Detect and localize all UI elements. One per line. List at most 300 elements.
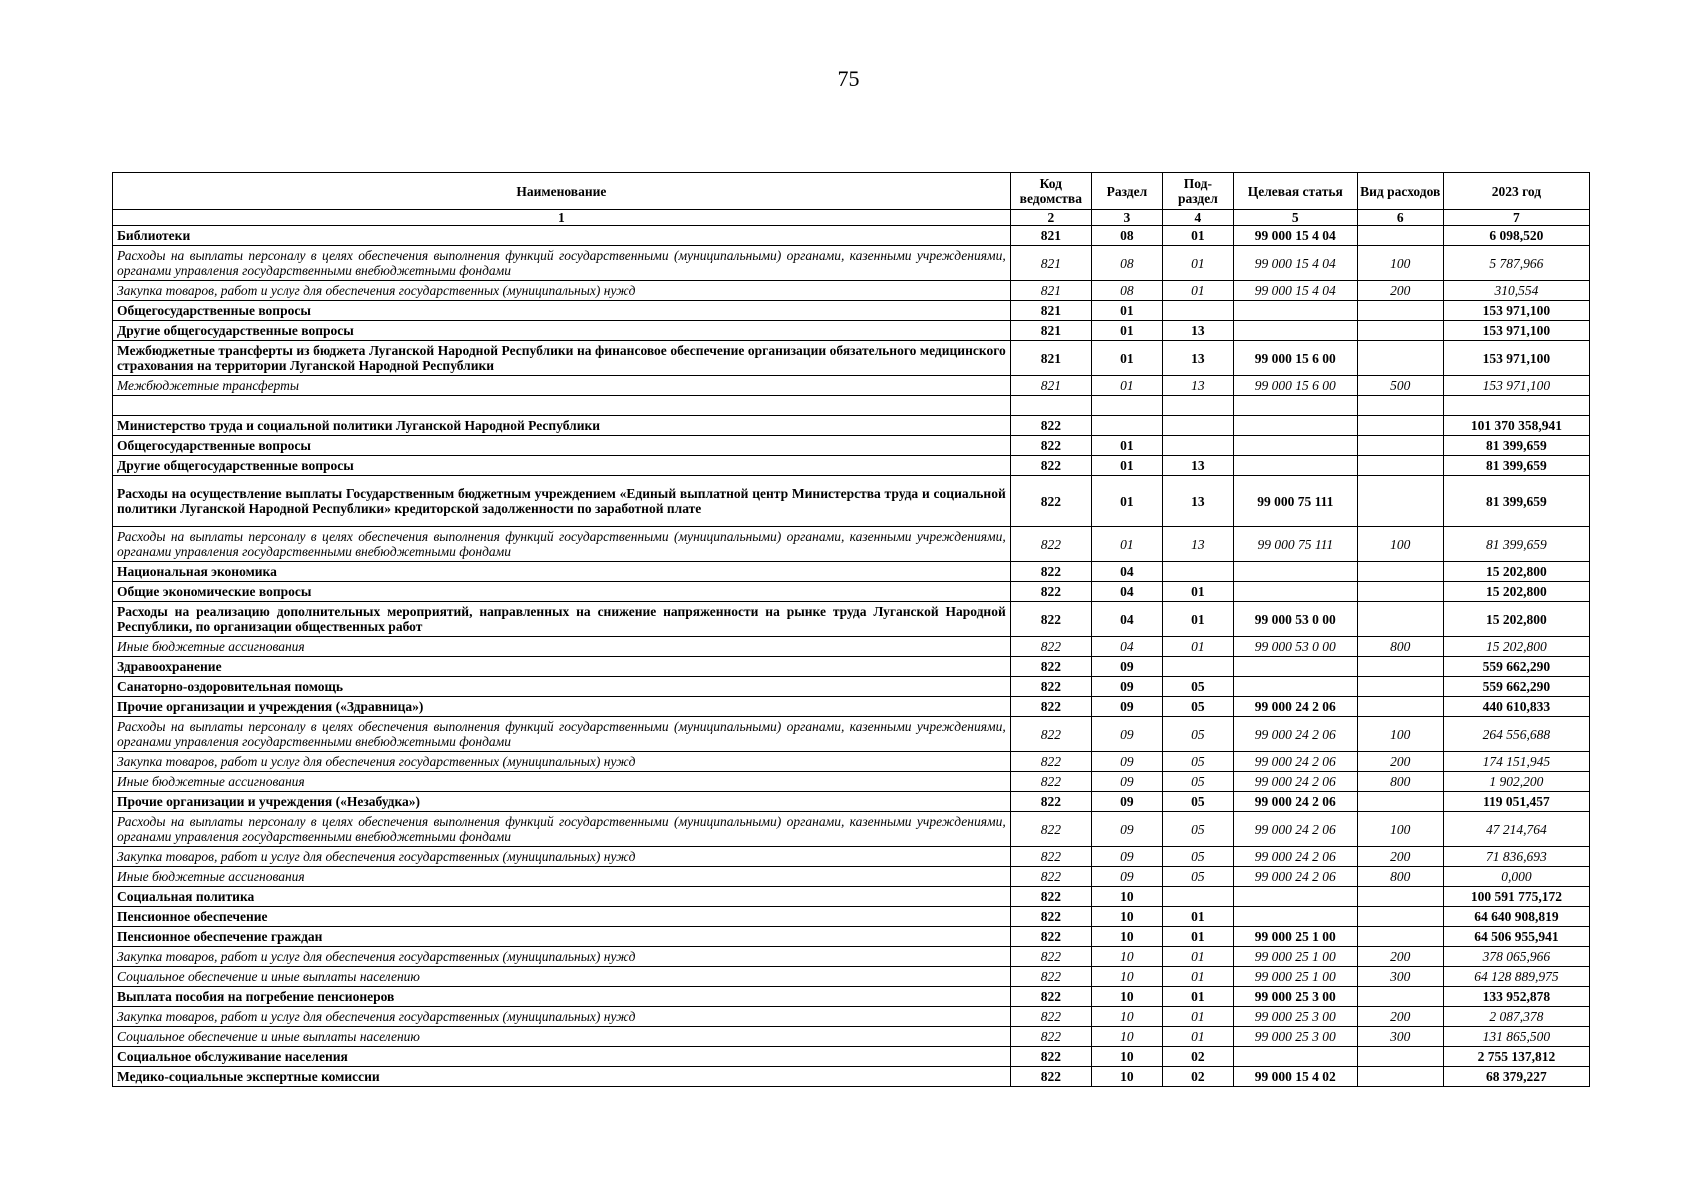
- target-article: 99 000 15 4 04: [1233, 246, 1357, 281]
- expense-type: [1357, 476, 1443, 527]
- column-number: 3: [1091, 210, 1162, 226]
- expense-type: 200: [1357, 947, 1443, 967]
- section-code: 01: [1091, 341, 1162, 376]
- row-name: Социальная политика: [113, 887, 1011, 907]
- department-code: 822: [1010, 792, 1091, 812]
- department-code: 822: [1010, 1067, 1091, 1087]
- table-row: [113, 812, 1590, 847]
- row-name: Социальное обеспечение и иные выплаты населению: [113, 1027, 1011, 1047]
- expense-type: 300: [1357, 967, 1443, 987]
- amount-2023: 6 098,520: [1443, 226, 1589, 246]
- subsection-code: 05: [1162, 867, 1233, 887]
- subsection-code: 13: [1162, 341, 1233, 376]
- department-code: 822: [1010, 987, 1091, 1007]
- amount-2023: 131 865,500: [1443, 1027, 1589, 1047]
- row-name: Общегосударственные вопросы: [113, 301, 1011, 321]
- section-code: 04: [1091, 602, 1162, 637]
- row-name: Закупка товаров, работ и услуг для обеспечения государственных (муниципальных) нужд: [113, 1007, 1011, 1027]
- expense-type: [1357, 792, 1443, 812]
- section-code: 09: [1091, 792, 1162, 812]
- target-article: 99 000 24 2 06: [1233, 867, 1357, 887]
- section-code: 09: [1091, 752, 1162, 772]
- subsection-code: 05: [1162, 792, 1233, 812]
- amount-2023: 47 214,764: [1443, 812, 1589, 847]
- subsection-code: 01: [1162, 602, 1233, 637]
- department-code: 822: [1010, 602, 1091, 637]
- amount-2023: 153 971,100: [1443, 301, 1589, 321]
- table-row: [113, 772, 1590, 792]
- target-article: 99 000 24 2 06: [1233, 847, 1357, 867]
- table-row: [113, 602, 1590, 637]
- target-article: [1233, 657, 1357, 677]
- expense-type: [1357, 602, 1443, 637]
- column-number-row: [113, 210, 1590, 226]
- target-article: [1233, 436, 1357, 456]
- department-code: 822: [1010, 812, 1091, 847]
- expense-type: [1357, 677, 1443, 697]
- target-article: [1233, 416, 1357, 436]
- table-row: [113, 657, 1590, 677]
- table-row: [113, 582, 1590, 602]
- table-row: [113, 226, 1590, 246]
- target-article: 99 000 25 3 00: [1233, 1007, 1357, 1027]
- target-article: 99 000 15 4 04: [1233, 281, 1357, 301]
- section-code: [1091, 396, 1162, 416]
- expense-type: 500: [1357, 376, 1443, 396]
- expense-type: [1357, 1067, 1443, 1087]
- table-row: [113, 1007, 1590, 1027]
- target-article: 99 000 24 2 06: [1233, 752, 1357, 772]
- target-article: 99 000 25 3 00: [1233, 987, 1357, 1007]
- department-code: 821: [1010, 226, 1091, 246]
- row-name: Расходы на выплаты персоналу в целях обеспечения выполнения функций государственными (муниципальными) органами, казенными учреждениями, органами управления государственными внебюджетными фондами: [113, 812, 1011, 847]
- expense-type: 100: [1357, 527, 1443, 562]
- subsection-code: [1162, 416, 1233, 436]
- amount-2023: 64 640 908,819: [1443, 907, 1589, 927]
- subsection-code: 13: [1162, 321, 1233, 341]
- expense-type: [1357, 907, 1443, 927]
- amount-2023: 15 202,800: [1443, 562, 1589, 582]
- target-article: [1233, 677, 1357, 697]
- expense-type: 100: [1357, 717, 1443, 752]
- section-code: 10: [1091, 907, 1162, 927]
- subsection-code: 13: [1162, 456, 1233, 476]
- subsection-code: [1162, 657, 1233, 677]
- target-article: 99 000 15 4 02: [1233, 1067, 1357, 1087]
- target-article: 99 000 15 4 04: [1233, 226, 1357, 246]
- table-row: [113, 246, 1590, 281]
- department-code: 822: [1010, 717, 1091, 752]
- header-target-article: Целевая статья: [1233, 173, 1357, 210]
- section-code: 01: [1091, 376, 1162, 396]
- row-name: Выплата пособия на погребение пенсионеров: [113, 987, 1011, 1007]
- section-code: 04: [1091, 562, 1162, 582]
- subsection-code: 01: [1162, 226, 1233, 246]
- department-code: 822: [1010, 907, 1091, 927]
- amount-2023: 68 379,227: [1443, 1067, 1589, 1087]
- subsection-code: 01: [1162, 637, 1233, 657]
- table-row: [113, 396, 1590, 416]
- subsection-code: [1162, 436, 1233, 456]
- section-code: 10: [1091, 1067, 1162, 1087]
- table-row: [113, 987, 1590, 1007]
- target-article: 99 000 53 0 00: [1233, 602, 1357, 637]
- target-article: 99 000 15 6 00: [1233, 341, 1357, 376]
- table-row: [113, 967, 1590, 987]
- amount-2023: 15 202,800: [1443, 582, 1589, 602]
- expense-type: 800: [1357, 772, 1443, 792]
- section-code: 01: [1091, 456, 1162, 476]
- expense-type: [1357, 321, 1443, 341]
- amount-2023: 2 087,378: [1443, 1007, 1589, 1027]
- amount-2023: 101 370 358,941: [1443, 416, 1589, 436]
- header-department-code: Код ведомства: [1010, 173, 1091, 210]
- row-name: Прочие организации и учреждения («Незабудка»): [113, 792, 1011, 812]
- amount-2023: 133 952,878: [1443, 987, 1589, 1007]
- table-row: [113, 792, 1590, 812]
- department-code: 822: [1010, 867, 1091, 887]
- department-code: 821: [1010, 341, 1091, 376]
- amount-2023: 264 556,688: [1443, 717, 1589, 752]
- row-name: Расходы на выплаты персоналу в целях обеспечения выполнения функций государственными (муниципальными) органами, казенными учреждениями, органами управления государственными внебюджетными фондами: [113, 527, 1011, 562]
- department-code: 822: [1010, 657, 1091, 677]
- row-name: Социальное обеспечение и иные выплаты населению: [113, 967, 1011, 987]
- expense-type: [1357, 562, 1443, 582]
- expense-type: 800: [1357, 637, 1443, 657]
- table-row: [113, 927, 1590, 947]
- section-code: 10: [1091, 987, 1162, 1007]
- amount-2023: 15 202,800: [1443, 602, 1589, 637]
- target-article: 99 000 25 1 00: [1233, 927, 1357, 947]
- column-number: 5: [1233, 210, 1357, 226]
- section-code: 10: [1091, 927, 1162, 947]
- table-row: [113, 677, 1590, 697]
- row-name: Закупка товаров, работ и услуг для обеспечения государственных (муниципальных) нужд: [113, 281, 1011, 301]
- row-name: Другие общегосударственные вопросы: [113, 321, 1011, 341]
- row-name: Национальная экономика: [113, 562, 1011, 582]
- table-row: [113, 947, 1590, 967]
- amount-2023: 81 399,659: [1443, 436, 1589, 456]
- department-code: 822: [1010, 752, 1091, 772]
- amount-2023: 378 065,966: [1443, 947, 1589, 967]
- department-code: 821: [1010, 281, 1091, 301]
- row-name: Здравоохранение: [113, 657, 1011, 677]
- department-code: 822: [1010, 772, 1091, 792]
- section-code: 04: [1091, 637, 1162, 657]
- column-number: 2: [1010, 210, 1091, 226]
- column-number: 7: [1443, 210, 1589, 226]
- expense-type: [1357, 396, 1443, 416]
- expense-type: 100: [1357, 812, 1443, 847]
- section-code: 09: [1091, 772, 1162, 792]
- page-number: 75: [837, 66, 860, 91]
- expense-type: [1357, 582, 1443, 602]
- amount-2023: 119 051,457: [1443, 792, 1589, 812]
- row-name: Санаторно-оздоровительная помощь: [113, 677, 1011, 697]
- target-article: [1233, 582, 1357, 602]
- amount-2023: [1443, 396, 1589, 416]
- section-code: 10: [1091, 967, 1162, 987]
- row-name: Иные бюджетные ассигнования: [113, 867, 1011, 887]
- row-name: Библиотеки: [113, 226, 1011, 246]
- expense-type: [1357, 887, 1443, 907]
- subsection-code: [1162, 301, 1233, 321]
- row-name: Расходы на выплаты персоналу в целях обеспечения выполнения функций государственными (муниципальными) органами, казенными учреждениями, органами управления государственными внебюджетными фондами: [113, 717, 1011, 752]
- table-row: [113, 887, 1590, 907]
- expense-type: [1357, 226, 1443, 246]
- section-code: 09: [1091, 657, 1162, 677]
- budget-table: [112, 172, 1590, 1087]
- table-row: [113, 847, 1590, 867]
- expense-type: [1357, 416, 1443, 436]
- row-name: Расходы на выплаты персоналу в целях обеспечения выполнения функций государственными (муниципальными) органами, казенными учреждениями, органами управления государственными внебюджетными фондами: [113, 246, 1011, 281]
- department-code: 822: [1010, 677, 1091, 697]
- subsection-code: 01: [1162, 907, 1233, 927]
- row-name: Закупка товаров, работ и услуг для обеспечения государственных (муниципальных) нужд: [113, 752, 1011, 772]
- row-name: Закупка товаров, работ и услуг для обеспечения государственных (муниципальных) нужд: [113, 847, 1011, 867]
- department-code: [1010, 396, 1091, 416]
- section-code: 09: [1091, 847, 1162, 867]
- department-code: 822: [1010, 637, 1091, 657]
- department-code: 822: [1010, 456, 1091, 476]
- department-code: 822: [1010, 562, 1091, 582]
- target-article: 99 000 24 2 06: [1233, 697, 1357, 717]
- row-name: Общие экономические вопросы: [113, 582, 1011, 602]
- target-article: [1233, 301, 1357, 321]
- amount-2023: 81 399,659: [1443, 476, 1589, 527]
- table-row: [113, 752, 1590, 772]
- table-row: [113, 416, 1590, 436]
- expense-type: 200: [1357, 1007, 1443, 1027]
- section-code: 09: [1091, 812, 1162, 847]
- row-name: Другие общегосударственные вопросы: [113, 456, 1011, 476]
- department-code: 821: [1010, 376, 1091, 396]
- row-name: Иные бюджетные ассигнования: [113, 637, 1011, 657]
- amount-2023: 0,000: [1443, 867, 1589, 887]
- section-code: 04: [1091, 582, 1162, 602]
- table-row: [113, 717, 1590, 752]
- subsection-code: 13: [1162, 376, 1233, 396]
- subsection-code: [1162, 562, 1233, 582]
- amount-2023: 2 755 137,812: [1443, 1047, 1589, 1067]
- department-code: 822: [1010, 697, 1091, 717]
- amount-2023: 559 662,290: [1443, 657, 1589, 677]
- table-row: [113, 527, 1590, 562]
- subsection-code: 05: [1162, 812, 1233, 847]
- column-number: 4: [1162, 210, 1233, 226]
- subsection-code: 13: [1162, 527, 1233, 562]
- expense-type: 300: [1357, 1027, 1443, 1047]
- department-code: 822: [1010, 1027, 1091, 1047]
- section-code: 08: [1091, 281, 1162, 301]
- expense-type: [1357, 301, 1443, 321]
- table-row: [113, 301, 1590, 321]
- target-article: [1233, 396, 1357, 416]
- expense-type: [1357, 456, 1443, 476]
- table-row: [113, 476, 1590, 527]
- target-article: [1233, 907, 1357, 927]
- expense-type: 800: [1357, 867, 1443, 887]
- subsection-code: 01: [1162, 927, 1233, 947]
- row-name: Социальное обслуживание населения: [113, 1047, 1011, 1067]
- table-row: [113, 697, 1590, 717]
- target-article: [1233, 562, 1357, 582]
- expense-type: [1357, 927, 1443, 947]
- expense-type: [1357, 987, 1443, 1007]
- header-name: Наименование: [113, 173, 1011, 210]
- department-code: 822: [1010, 967, 1091, 987]
- header-year-2023: 2023 год: [1443, 173, 1589, 210]
- header-section: Раздел: [1091, 173, 1162, 210]
- amount-2023: 81 399,659: [1443, 456, 1589, 476]
- table-row: [113, 456, 1590, 476]
- row-name: Министерство труда и социальной политики Луганской Народной Республики: [113, 416, 1011, 436]
- row-name: Иные бюджетные ассигнования: [113, 772, 1011, 792]
- section-code: 10: [1091, 1047, 1162, 1067]
- amount-2023: 153 971,100: [1443, 376, 1589, 396]
- subsection-code: 02: [1162, 1067, 1233, 1087]
- target-article: 99 000 25 3 00: [1233, 1027, 1357, 1047]
- row-name: Межбюджетные трансферты из бюджета Луганской Народной Республики на финансовое обеспечение организации обязательного медицинского страхования на территории Луганской Народной Республики: [113, 341, 1011, 376]
- subsection-code: 05: [1162, 677, 1233, 697]
- target-article: [1233, 456, 1357, 476]
- amount-2023: 440 610,833: [1443, 697, 1589, 717]
- amount-2023: 100 591 775,172: [1443, 887, 1589, 907]
- expense-type: 200: [1357, 752, 1443, 772]
- expense-type: [1357, 341, 1443, 376]
- expense-type: 200: [1357, 847, 1443, 867]
- header-subsection: Под-раздел: [1162, 173, 1233, 210]
- amount-2023: 71 836,693: [1443, 847, 1589, 867]
- amount-2023: 1 902,200: [1443, 772, 1589, 792]
- subsection-code: 05: [1162, 717, 1233, 752]
- amount-2023: 81 399,659: [1443, 527, 1589, 562]
- table-row: [113, 907, 1590, 927]
- department-code: 822: [1010, 947, 1091, 967]
- section-code: 10: [1091, 1027, 1162, 1047]
- section-code: 01: [1091, 321, 1162, 341]
- table-row: [113, 341, 1590, 376]
- amount-2023: 310,554: [1443, 281, 1589, 301]
- department-code: 821: [1010, 321, 1091, 341]
- expense-type: [1357, 1047, 1443, 1067]
- row-name: [113, 396, 1011, 416]
- table-row: [113, 376, 1590, 396]
- target-article: 99 000 25 1 00: [1233, 947, 1357, 967]
- amount-2023: 64 506 955,941: [1443, 927, 1589, 947]
- department-code: 822: [1010, 436, 1091, 456]
- department-code: 822: [1010, 582, 1091, 602]
- subsection-code: 01: [1162, 987, 1233, 1007]
- section-code: 10: [1091, 947, 1162, 967]
- amount-2023: 559 662,290: [1443, 677, 1589, 697]
- section-code: 09: [1091, 717, 1162, 752]
- expense-type: [1357, 697, 1443, 717]
- table-row: [113, 436, 1590, 456]
- table-row: [113, 1047, 1590, 1067]
- section-code: 01: [1091, 527, 1162, 562]
- subsection-code: 01: [1162, 967, 1233, 987]
- target-article: [1233, 1047, 1357, 1067]
- department-code: 822: [1010, 1047, 1091, 1067]
- row-name: Пенсионное обеспечение: [113, 907, 1011, 927]
- department-code: 822: [1010, 1007, 1091, 1027]
- subsection-code: 05: [1162, 697, 1233, 717]
- row-name: Прочие организации и учреждения («Здравница»): [113, 697, 1011, 717]
- section-code: 01: [1091, 436, 1162, 456]
- table-row: [113, 281, 1590, 301]
- header-row: [113, 173, 1590, 210]
- row-name: Медико-социальные экспертные комиссии: [113, 1067, 1011, 1087]
- target-article: 99 000 25 1 00: [1233, 967, 1357, 987]
- table-row: [113, 637, 1590, 657]
- section-code: 10: [1091, 887, 1162, 907]
- row-name: Общегосударственные вопросы: [113, 436, 1011, 456]
- department-code: 821: [1010, 301, 1091, 321]
- section-code: 08: [1091, 226, 1162, 246]
- department-code: 822: [1010, 847, 1091, 867]
- subsection-code: 05: [1162, 752, 1233, 772]
- target-article: 99 000 24 2 06: [1233, 717, 1357, 752]
- subsection-code: [1162, 887, 1233, 907]
- department-code: 822: [1010, 887, 1091, 907]
- column-number: 6: [1357, 210, 1443, 226]
- row-name: Расходы на реализацию дополнительных мероприятий, направленных на снижение напряженности на рынке труда Луганской Народной Республики, по организации общественных работ: [113, 602, 1011, 637]
- target-article: [1233, 887, 1357, 907]
- table-row: [113, 1027, 1590, 1047]
- amount-2023: 153 971,100: [1443, 341, 1589, 376]
- subsection-code: 01: [1162, 1027, 1233, 1047]
- section-code: 09: [1091, 867, 1162, 887]
- department-code: 821: [1010, 246, 1091, 281]
- amount-2023: 5 787,966: [1443, 246, 1589, 281]
- expense-type: [1357, 657, 1443, 677]
- table-row: [113, 867, 1590, 887]
- section-code: 09: [1091, 677, 1162, 697]
- department-code: 822: [1010, 476, 1091, 527]
- department-code: 822: [1010, 416, 1091, 436]
- row-name: Расходы на осуществление выплаты Государственным бюджетным учреждением «Единый выплатной центр Министерства труда и социальной политики Луганской Народной Республики» кредиторской задолженности по заработной плате: [113, 476, 1011, 527]
- target-article: 99 000 75 111: [1233, 527, 1357, 562]
- table-row: [113, 321, 1590, 341]
- target-article: 99 000 15 6 00: [1233, 376, 1357, 396]
- table-body: [113, 226, 1590, 1087]
- expense-type: [1357, 436, 1443, 456]
- amount-2023: 15 202,800: [1443, 637, 1589, 657]
- subsection-code: 01: [1162, 246, 1233, 281]
- subsection-code: 05: [1162, 847, 1233, 867]
- row-name: Пенсионное обеспечение граждан: [113, 927, 1011, 947]
- row-name: Закупка товаров, работ и услуг для обеспечения государственных (муниципальных) нужд: [113, 947, 1011, 967]
- subsection-code: 01: [1162, 947, 1233, 967]
- amount-2023: 174 151,945: [1443, 752, 1589, 772]
- table-row: [113, 1067, 1590, 1087]
- subsection-code: 01: [1162, 582, 1233, 602]
- target-article: 99 000 24 2 06: [1233, 792, 1357, 812]
- column-number: 1: [113, 210, 1011, 226]
- department-code: 822: [1010, 927, 1091, 947]
- row-name: Межбюджетные трансферты: [113, 376, 1011, 396]
- target-article: 99 000 24 2 06: [1233, 772, 1357, 792]
- expense-type: 200: [1357, 281, 1443, 301]
- expense-type: 100: [1357, 246, 1443, 281]
- target-article: 99 000 75 111: [1233, 476, 1357, 527]
- amount-2023: 153 971,100: [1443, 321, 1589, 341]
- subsection-code: 02: [1162, 1047, 1233, 1067]
- subsection-code: 01: [1162, 1007, 1233, 1027]
- header-expense-type: Вид расходов: [1357, 173, 1443, 210]
- amount-2023: 64 128 889,975: [1443, 967, 1589, 987]
